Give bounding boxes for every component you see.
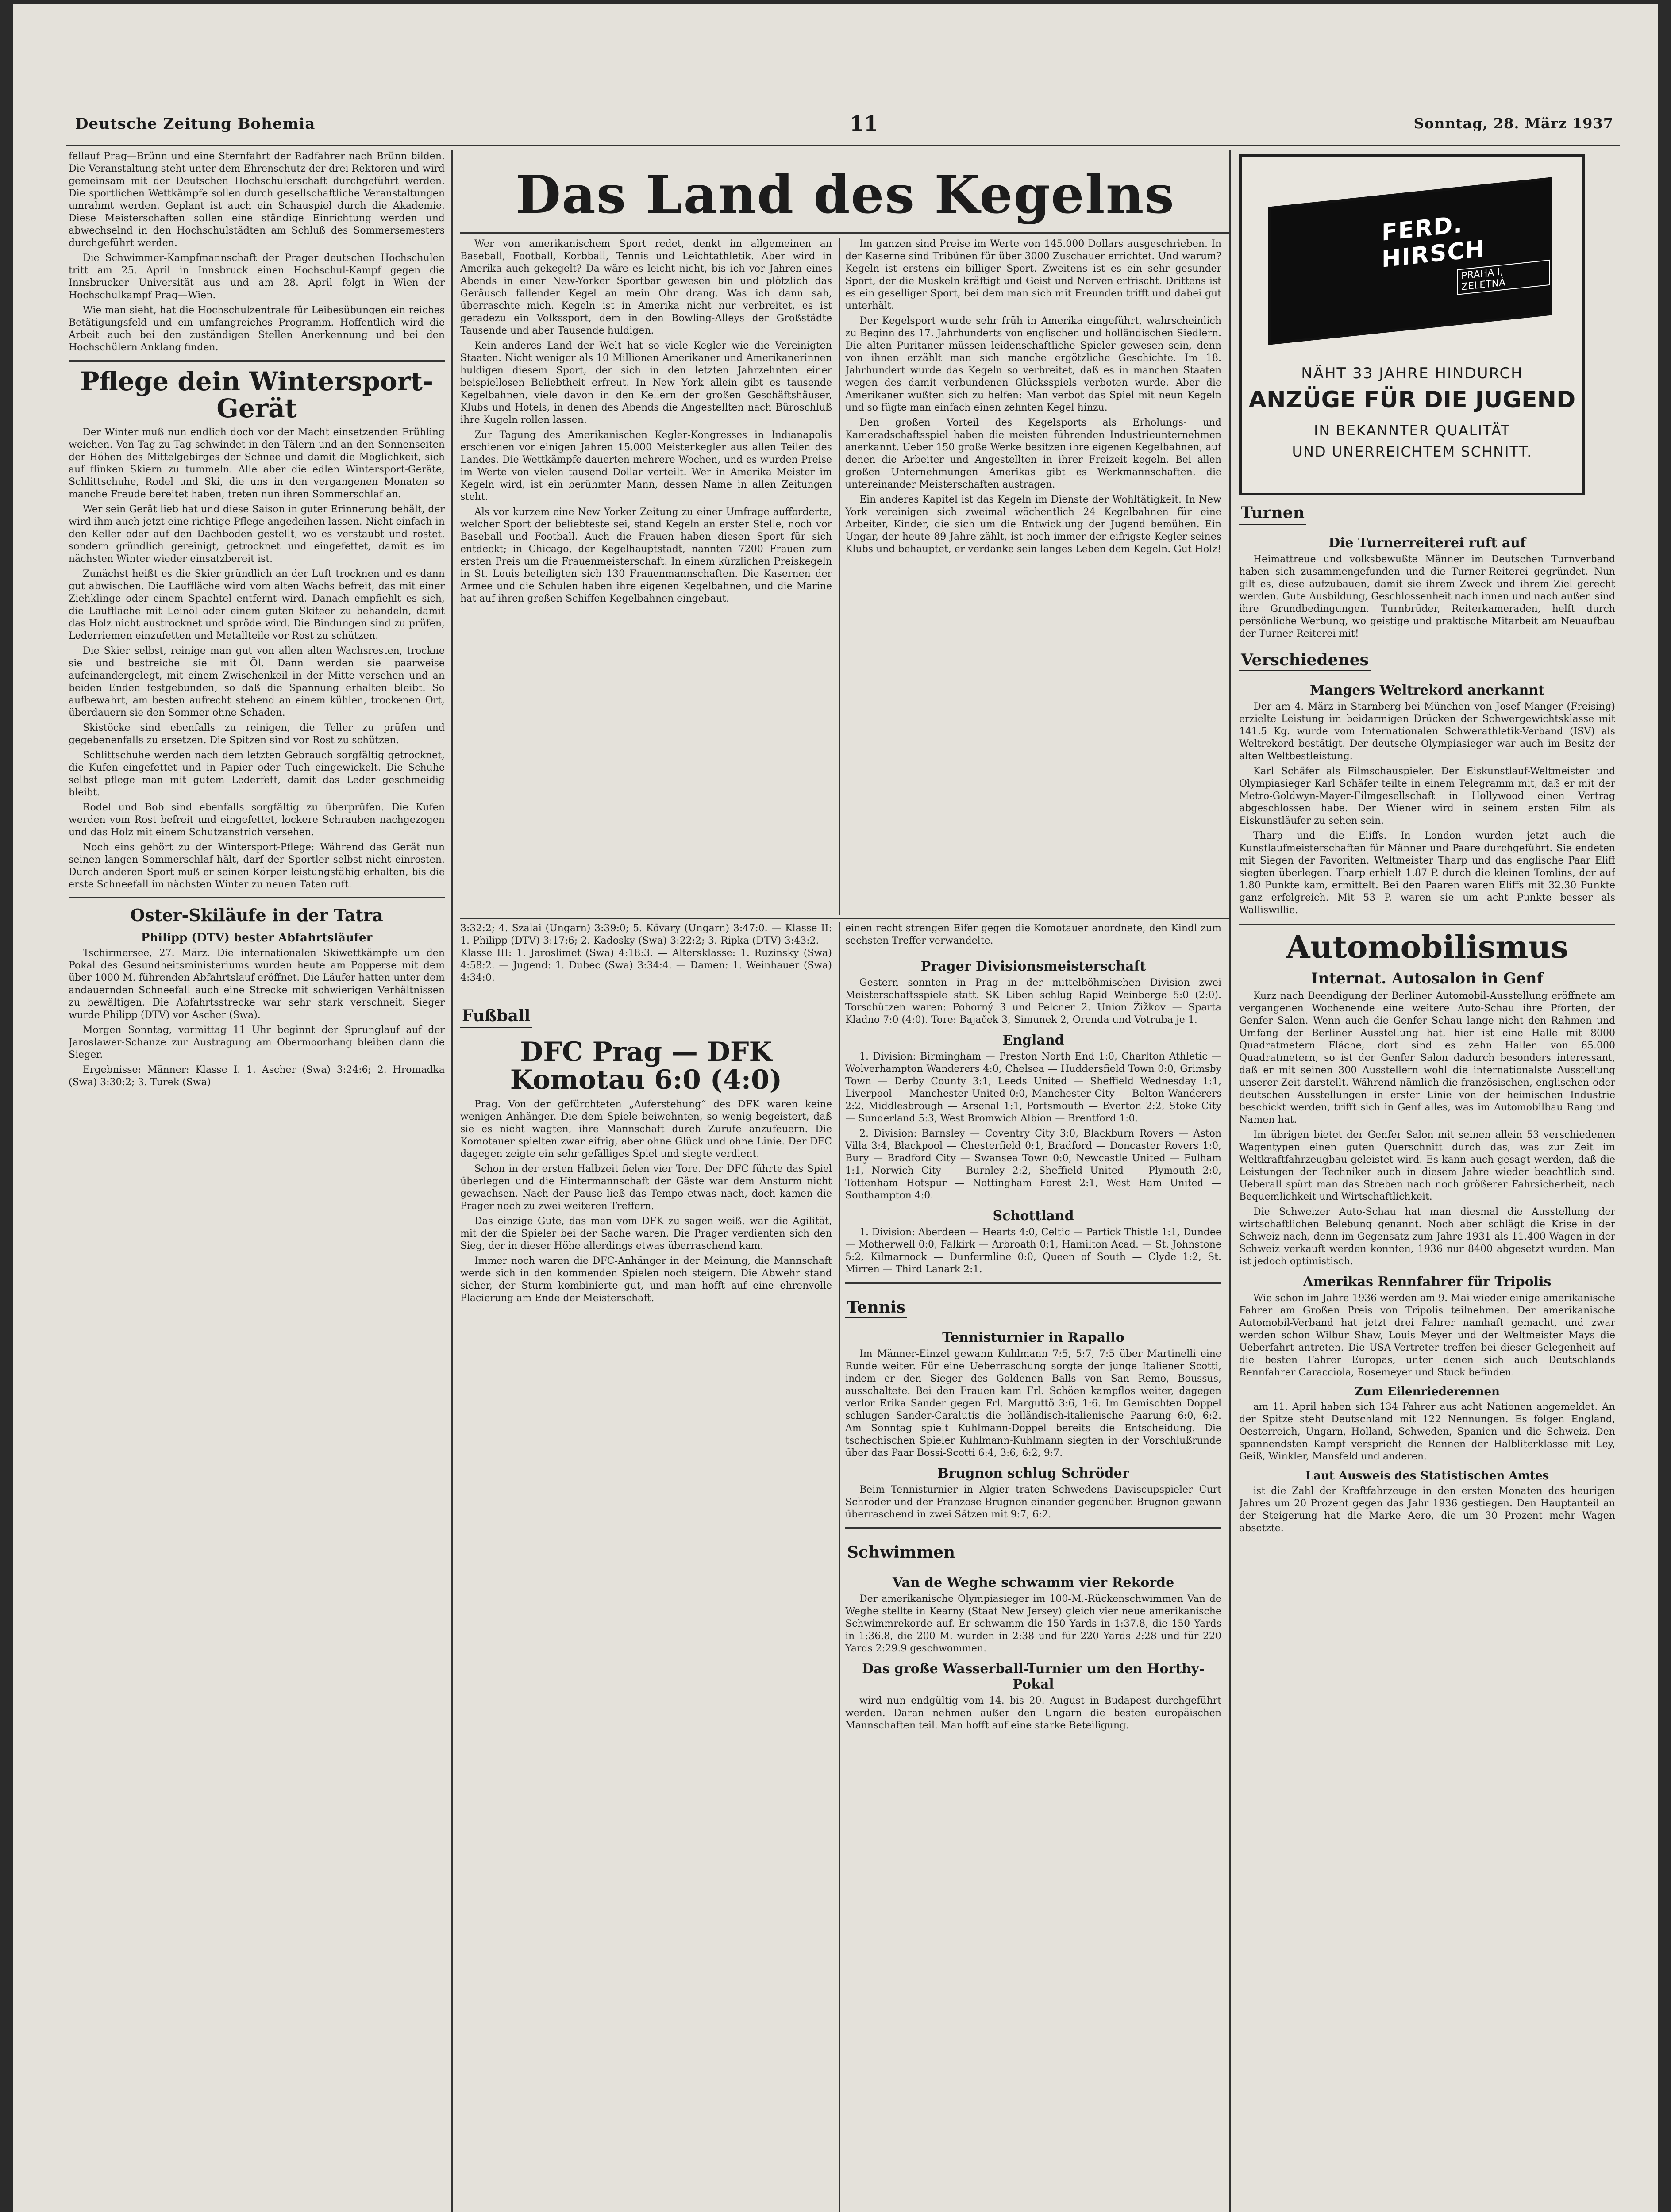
divider: [1239, 923, 1615, 925]
column-3-lower: [845, 922, 1221, 2212]
england-text-2: 2. Division: Barnsley — Coventry City 3:0, Blackburn Rovers — Aston Villa 3:4, Blackpool — Chesterfield 0:1, Bradford — Doncaster Rovers 1:0, Bury — Bradford City — Swansea Town 0:0, Newcastle United — Fulham 1:1, Norwich City — Burnley 2:2, Sheffield United — Plymouth 2:0, Tottenham Hotspur — Nottingham Forest 2:1, West Ham United — Southampton 4:0.: [845, 1128, 1221, 1201]
column-2-lower: [460, 922, 832, 2212]
column-rule: [839, 238, 840, 915]
column-rule: [839, 922, 840, 2212]
eilenrieden-title: Zum Eilenriederennen: [1355, 1385, 1500, 1398]
genf-title: Internat. Autosalon in Genf: [1311, 969, 1544, 987]
hochschul-text-3: Wie man sieht, hat die Hochschulzentrale für Leibesübungen ein reiches Betätigungsfeld und ein umfangreiches Programm. Hoffentlich wird die Arbeit auch bei den zuständigen Stellen Anerkennung und bei den Hochschülern Anklang finden.: [69, 305, 445, 353]
prager-title: Prager Divisionsmeisterschaft: [920, 959, 1146, 974]
scotland-title: Schottland: [993, 1208, 1074, 1224]
tennis-title: Tennisturnier in Rapallo: [942, 1330, 1124, 1345]
wintersport-paragraph: Noch eins gehört zu der Wintersport-Pflege: Während das Gerät nun seinen langen Sommerschlaf hält, darf der Sportler selbst nicht einrosten. Durch anderen Sport muß er seinen Körper leistungsfähig erhalten, bis die erste Schneefall im nächsten Winter zu neuen Taten ruft.: [69, 841, 445, 890]
schwimmen-title: Van de Weghe schwamm vier Rekorde: [892, 1575, 1174, 1590]
fussball-paragraph: Schon in der ersten Halbzeit fielen vier Tore. Der DFC führte das Spiel überlegen und die Hintermannschaft der Gäste war dem Ansturm nicht gewachsen. Nach der Pause ließ das Tempo etwas nach, doch kamen die Prager noch zu zwei weiteren Treffern.: [460, 1164, 832, 1212]
wintersport-paragraph: Wer sein Gerät lieb hat und diese Saison in guter Erinnerung behält, der wird ihm auch jetzt eine richtige Pflege angedeihen lassen. Nicht einfach in den Keller oder auf den Dachboden gestellt, wo es verstaubt und rostet, sondern gründlich gereinigt, getrocknet und eingefettet, damit es im nächsten Winter wieder einsatzbereit ist.: [69, 503, 445, 565]
genf-text-3: Die Schweizer Auto-Schau hat man diesmal die Ausstellung der wirtschaftlichen Belebung genannt. Noch aber schlägt die Krise in der Schweiz nach, denn im Gegensatz zum Jahre 1931 als 11.400 Wagen in der Schweiz verkauft werden konnten, 1936 nur 8400 abgesetzt wurden. Man ist jedoch optimistisch.: [1239, 1206, 1615, 1267]
kegeln-paragraph: Der Kegelsport wurde sehr früh in Amerika eingeführt, wahrscheinlich zu Beginn des 17. Jahrhunderts von englischen und holländischen Siedlern. Die alten Puritaner müssen leidenschaftliche Spieler gewesen sein, denn von ihnen erzählt man sich manche ergötzliche Geschichte. Im 18. Jahrhundert wurde das Kegeln so verbreitet, daß es in manchen Staaten wegen des damit verbundenen Glücksspiels verboten wurde. Aber die Amerikaner wußten sich zu helfen: Man verbot das Spiel mit neun Kegeln und so fügte man einfach einen zehnten Kegel hinzu.: [845, 315, 1221, 413]
wintersport-paragraph: Der Winter muß nun endlich doch vor der Macht einsetzenden Frühling weichen. Von Tag zu Tag schwindet in den Tälern und an den Sonnenseiten der Höhen des Mittelgebirges der Schnee und damit die Möglichkeit, sich auf flinken Skiern zu tummeln. Alle aber die edlen Wintersport-Geräte, Schlittschuhe, Rodel und Ski, die uns in den vergangenen Monaten so manche Freude bereitet haben, treten nun ihren Sommerschlaf an.: [69, 426, 445, 500]
hochschul-text-2: Die Schwimmer-Kampfmannschaft der Prager deutschen Hochschulen tritt am 25. April in Innsbruck einen Hochschul-Kampf gegen die Innsbrucker Universität aus und am 28. April folgt in Wien der Hochschulkampf Prag—Wien.: [69, 253, 445, 301]
divider: [460, 991, 832, 992]
eilenrieden-text: am 11. April haben sich 134 Fahrer aus acht Nationen angemeldet. An der Spitze steht Deutschland mit 122 Nennungen. Es folgen England, Oesterreich, Ungarn, Holland, Schweden, Spanien und die Schweiz. Den spannendsten Kampf verspricht die Rennen der Halbliterklasse mit Ley, Geiß, Winkler, Mansfeld und anderen.: [1239, 1401, 1615, 1462]
england-text: 1. Division: Birmingham — Preston North End 1:0, Charlton Athletic — Wolverhampton Wanderers 4:0, Chelsea — Huddersfield Town 0:0, Grimsby Town — Derby County 3:1, Leeds United — Sheffield Wednesday 1:1, Liverpool — Manchester United 0:0, Manchester City — Bolton Wanderers 2:2, Middlesbrough — Arsenal 1:1, Portsmouth — Everton 2:2, Stoke City — Sunderland 5:3, West Bromwich Albion — Brentford 1:0.: [845, 1051, 1221, 1124]
scotland-text: 1. Division: Aberdeen — Hearts 4:0, Celtic — Partick Thistle 1:1, Dundee — Motherwell 0:0, Falkirk — Arbroath 0:1, Hamilton Acad. — St. Johnstone 5:2, Kilmarnock — Dunfermline 0:0, Queen of South — Clyde 1:2, St. Mirren — Third Lanark 2:1.: [845, 1227, 1221, 1275]
section-fussball: Fußball: [460, 1006, 532, 1028]
masthead-rule: [66, 145, 1620, 146]
kegeln-paragraph: Ein anderes Kapitel ist das Kegeln im Dienste der Wohltätigkeit. In New York vereinigen sich zweimal wöchentlich 24 Kegelbahnen für eine Arbeiter, Kinder, die sich um die Entwicklung der Jugend bemühen. Ein Ungar, der heute 89 Jahre zählt, ist noch immer der eifrigste Kegler seines Klubs und behauptet, er verdanke sein langes Leben dem Kegeln. Gut Holz!: [845, 494, 1221, 555]
issue-date: Sonntag, 28. März 1937: [1413, 115, 1613, 132]
wasserball-text: wird nun endgültig vom 14. bis 20. August in Budapest durchgeführt werden. Daran nehmen außer den Ungarn die besten europäischen Mannschaften teil. Man hofft auf eine starke Beteiligung.: [845, 1695, 1221, 1731]
england-title: England: [1002, 1033, 1064, 1048]
schaefer-text: Karl Schäfer als Filmschauspieler. Der Eiskunstlauf-Weltmeister und Olympiasieger Karl Schäfer teilte in einem Telegramm mit, daß er mit der Metro-Goldwyn-Mayer-Filmgesellschaft in Hollywood einen Vertrag abgeschlossen habe. Der Wiener wird in seinem ersten Film als Eiskunstläufer zu sehen sein.: [1239, 766, 1615, 826]
ad-line-2: ANZÜGE FÜR DIE JUGEND: [1248, 387, 1576, 413]
tatra-results: Ergebnisse: Männer: Klasse I. 1. Ascher (Swa) 3:24:6; 2. Hromadka (Swa) 3:30:2; 3. Turek (Swa): [69, 1064, 445, 1088]
tatra-results-strip: 3:32:2; 4. Szalai (Ungarn) 3:39:0; 5. Kövary (Ungarn) 3:47:0. — Klasse II: 1. Philipp (DTV) 3:17:6; 2. Kadosky (Swa) 3:22:2; 3. Ripka (DTV) 3:43:2. — Klasse III: 1. Jaroslimet (Swa) 4:18:3. — Altersklasse: 1. Ruzinsky (Swa) 4:58:2. — Jugend: 1. Dubec (Swa) 3:34:4. — Damen: 1. Weinhauer (Swa) 4:34:0.: [460, 923, 832, 983]
column-3: [845, 238, 1221, 915]
headline-rule: [460, 232, 1230, 234]
tatra-text: Tschirmersee, 27. März. Die internationalen Skiwettkämpfe um den Pokal des Gesundheitsministeriums wurden heute am Popperse mit dem über 1000 M. führenden Abfahrtslauf eröffnet. Die Läufer hatten unter dem andauernden Schneefall auch eine Strecke mit schwierigen Verhältnissen zu bewältigen. Die Abfahrtsstrecke war sehr stark verschneit. Sieger wurde Philipp (DTV) vor Ascher (Swa).: [69, 947, 445, 1021]
turnen-title: Die Turnerreiterei ruft auf: [1328, 535, 1526, 551]
mangers-text: Der am 4. März in Starnberg bei München von Josef Manger (Freising) erzielte Leistung im beidarmigen Drücken der Schwergewichtsklasse mit 141.5 Kg. wurde vom Internationalen Schwerathletik-Verband (ISV) als Weltrekord bestätigt. Der deutsche Olympiasieger war auch im Besitz der alten Weltbestleistung.: [1239, 701, 1615, 762]
column-1: [69, 150, 445, 2212]
ad-firm: FERD. HIRSCH: [1382, 211, 1486, 273]
brugnon-title: Brugnon schlug Schröder: [937, 1466, 1129, 1481]
ad-line-1: NÄHT 33 JAHRE HINDURCH: [1301, 365, 1523, 382]
wintersport-title: Pflege dein Wintersport-Gerät: [80, 366, 434, 423]
kegeln-paragraph: Zur Tagung des Amerikanischen Kegler-Kongresses in Indianapolis erschienen vor einigen Jahren 15.000 Meisterkegler aus allen Teilen des Landes. Die Wettkämpfe dauerten mehrere Wochen, und es wurden Preise im Werte von vielen tausend Dollar verteilt. Wer in Amerika Meister im Kegeln wird, ist ein berühmter Mann, dessen Name in allen Zeitungen steht.: [460, 430, 832, 503]
ad-line-3: IN BEKANNTER QUALITÄT: [1314, 422, 1510, 439]
fussball-title: DFC Prag — DFK Komotau 6:0 (4:0): [510, 1037, 782, 1095]
section-verschiedenes: Verschiedenes: [1239, 651, 1371, 672]
section-turnen: Turnen: [1239, 503, 1306, 525]
wintersport-paragraph: Die Skier selbst, reinige man gut von allen alten Wachsresten, trockne sie und bestreiche sie mit Öl. Dann werden sie paarweise aufeinandergelegt, mit einem Zwischenkeil in der Mitte versehen und an beiden Enden festgebunden, so daß die Spannung erhalten bleibt. So aufbewahrt, am besten aufrecht stehend an einem kühlen, trockenen Ort, überdauern sie den Sommer ohne Schaden.: [69, 645, 445, 718]
tatra-text-2: Morgen Sonntag, vormittag 11 Uhr beginnt der Sprunglauf auf der Jaroslawer-Schanze zur Austragung am Obermoorhang bleiben dann die Sieger.: [69, 1024, 445, 1060]
automobilismus-title: Automobilismus: [1286, 929, 1568, 965]
paper-name: Deutsche Zeitung Bohemia: [75, 115, 316, 133]
kegeln-paragraph: Als vor kurzem eine New Yorker Zeitung zu einer Umfrage aufforderte, welcher Sport der beliebteste sei, stand Kegeln an erster Stelle, noch vor Baseball und Football. Auch die Frauen haben diesen Sport für sich entdeckt; in Chicago, der Kegelhauptstadt, nannten 7200 Frauen zum ersten Preis um die Frauenmeisterschaft. In einem kürzlichen Preiskegeln in St. Louis beteiligten sich 130 Frauenmannschaften. Die Kasernen der Armee und die Schulen haben ihre eigenen Kegelbahnen, und die Marine hat auf ihren großen Schiffen Kegelbahnen eingebaut.: [460, 507, 832, 604]
store-sign: [1268, 177, 1552, 345]
divider: [845, 1282, 1221, 1284]
fussball-paragraph: Immer noch waren die DFC-Anhänger in der Meinung, die Mannschaft werde sich in den kommenden Spielen noch steigern. Die Abwehr stand sicher, der Sturm kombinierte gut, und man hofft auf eine ehrenvolle Placierung am Ende der Meisterschaft.: [460, 1256, 832, 1304]
tharp-text: Tharp und die Eliffs. In London wurden jetzt auch die Kunstlaufmeisterschaften für Männer und Paare durchgeführt. Sie endeten mit Siegen der Favoriten. Weltmeister Tharp und das englische Paar Eliff siegten überlegen. Tharp erhielt 1.87 P. durch die kleinen Tomlins, der auf 1.80 Punkte kam, ermittelt. Bei den Paaren waren Eliffs mit 32.30 Punkte ganz erfolgreich. Mit 53 P. waren sie um acht Punkte besser als Walliswillie.: [1239, 830, 1615, 916]
section-rule: [460, 918, 1230, 919]
tatra-title: Oster-Skiläufe in der Tatra: [130, 905, 383, 925]
ad-line-4: UND UNERREICHTEM SCHNITT.: [1292, 443, 1532, 460]
wintersport-paragraph: Rodel und Bob sind ebenfalls sorgfältig zu überprüfen. Die Kufen werden vom Rost befreit und eingefettet, lockere Schrauben nachgezogen und das Holz mit einem Schutzanstrich versehen.: [69, 802, 445, 838]
column-rule: [451, 150, 453, 2212]
schwimmen-text: Der amerikanische Olympiasieger im 100-M.-Rückenschwimmen Van de Weghe stellte in Kearny (Staat New Jersey) gleich vier neue amerikanische Schwimmrekorde auf. Er schwamm die 150 Yards in 1:37.8, die 150 Yards in 1:36.8, die 200 M. wurden in 2:38 und für 220 Yards 2:28 und für 220 Yards 2:29.9 geschwommen.: [845, 1594, 1221, 1654]
kegeln-paragraph: Den großen Vorteil des Kegelsports als Erholungs- und Kameradschaftsspiel haben die meisten führenden Industrieunternehmen anerkannt. Ueber 150 große Werke besitzen ihre eigenen Kegelbahnen, auf denen die Arbeiter und Angestellten in ihrer Freizeit kegeln. Bei allen großen Unternehmungen Amerikas gibt es Werkmannschaften, die untereinander Meisterschaften austragen.: [845, 417, 1221, 490]
kegeln-paragraph: Im ganzen sind Preise im Werte von 145.000 Dollars ausgeschrieben. In der Kaserne sind Tribünen für über 3000 Zuschauer errichtet. Und warum? Kegeln ist erstens ein billiger Sport. Zweitens ist es ein sehr gesunder Sport, der die Muskeln kräftigt und Geist und Nerven erfrischt. Drittens ist es ein geselliger Sport, bei dem man sich mit Freunden trifft und dabei gut unterhält.: [845, 238, 1221, 311]
statistik-title: Laut Ausweis des Statistischen Amtes: [1305, 1469, 1549, 1482]
column-4: [1239, 495, 1615, 2212]
fussball-continuation: einen recht strengen Eifer gegen die Komotauer anordnete, den Kindl zum sechsten Treffer verwandelte.: [845, 923, 1221, 946]
wasserball-title: Das große Wasserball-Turnier um den Horthy-Pokal: [862, 1661, 1205, 1692]
main-headline: Das Land des Kegelns: [516, 164, 1175, 225]
statistik-text: ist die Zahl der Kraftfahrzeuge in den ersten Monaten des heurigen Jahres um 20 Prozent gegen das Jahr 1936 gestiegen. Den Hauptanteil an der Steigerung hat die Marke Aero, die um 30 Prozent mehr Wagen absetzte.: [1239, 1485, 1615, 1534]
column-2: [460, 238, 832, 915]
masthead: [66, 105, 1618, 145]
divider: [69, 360, 445, 362]
tennis-text: Im Männer-Einzel gewann Kuhlmann 7:5, 5:7, 7:5 über Martinelli eine Runde weiter. Für eine Ueberraschung sorgte der junge Italiener Scotti, indem er den Sieger des Goldenen Balls von San Remo, Boussus, ausschaltete. Bei den Frauen kam Frl. Schöen kampflos weiter, dagegen verlor Erika Sander gegen Frl. Marguttö 3:6, 1:6. Im Gemischten Doppel schlugen Sander-Caralutis die holländisch-italienische Paarung 6:0, 6:2. Am Sonntag spielt Kuhlmann-Doppel bereits die Entscheidung. Die tschechischen Spieler Kuhlmann-Kuhlmann siegten in der Vorschlußrunde über das Paar Bossi-Scotti 6:4, 3:6, 6:2, 9:7.: [845, 1348, 1221, 1459]
wintersport-paragraph: Schlittschuhe werden nach dem letzten Gebrauch sorgfältig getrocknet, die Kufen eingefettet und in Papier oder Tuch eingewickelt. Die Schuhe selbst pflege man mit gutem Lederfett, damit das Leder geschmeidig bleibt.: [69, 749, 445, 798]
hochschul-text: fellauf Prag—Brünn und eine Sternfahrt der Radfahrer nach Brünn bilden. Die Veranstaltung steht unter dem Ehrenschutz der drei Rektoren und wird gemeinsam mit der Deutschen Hochschülerschaft durchgeführt werden. Die sportlichen Wettkämpfe sollen durch gesellschaftliche Veranstaltungen umrahmt werden. Geplant ist auch ein Schauspiel durch die Akademie. Diese Meisterschaften sollen eine ständige Einrichtung werden und abwechselnd in den Hochschulstädten am Schluß des Sommersemesters durchgeführt werden.: [69, 151, 445, 249]
prager-text: Gestern sonnten in Prag in der mittelböhmischen Division zwei Meisterschaftsspiele statt. SK Liben schlug Rapid Weinberge 5:0 (2:0). Torschützen waren: Pohorný 3 und Pelcner 2. Union Žižkov — Sparta Kladno 7:0 (4:0). Tore: Bajaček 3, Simunek 2, Orenda und Votruba je 1.: [845, 977, 1221, 1025]
ad-address: PRAHA I, ZELETNÁ: [1457, 260, 1550, 295]
advertisement: [1239, 154, 1585, 495]
turnen-text: Heimattreue und volksbewußte Männer im Deutschen Turnverband haben sich zusammengefunden und die Turner-Reiterei gegründet. Nun gilt es, diese aufzubauen, damit sie ihrem Zweck und ihrem Ziel gerecht werden. Gute Ausbildung, Geschlossenheit nach innen und nach außen sind ihre Grundbedingungen. Turnbrüder, Reiterkameraden, helft durch persönliche Werbung, wo geistige und praktische Mitarbeit am Neuaufbau der Turner-Reiterei mit!: [1239, 554, 1615, 639]
page-number: 11: [850, 111, 878, 135]
divider: [69, 897, 445, 899]
divider: [845, 1527, 1221, 1529]
wintersport-paragraph: Skistöcke sind ebenfalls zu reinigen, die Teller zu prüfen und gegebenenfalls zu ersetzen. Die Spitzen sind vor Rost zu schützen.: [69, 722, 445, 746]
fussball-paragraph: Das einzige Gute, das man vom DFK zu sagen weiß, war die Agilität, mit der die Spieler bei der Sache waren. Die Prager verdienten sich den Sieg, der in dieser Höhe allerdings etwas überraschend kam.: [460, 1216, 832, 1252]
kegeln-paragraph: Wer von amerikanischem Sport redet, denkt im allgemeinen an Baseball, Football, Korbball, Tennis und Leichtathletik. Aber wird in Amerika auch gekegelt? Da wäre es leicht nicht, bis ich vor Jahren eines Abends in einer New-Yorker Sportbar gewesen bin und plötzlich das Geräusch fallender Kegel an mein Ohr drang. Was ich dann sah, überraschte mich. Kegeln ist in Amerika nicht nur verbreitet, es ist geradezu ein Volkssport, dem in den Bowling-Alleys der Großstädte Tausende und aber Tausende huldigen.: [460, 238, 832, 336]
brugnon-text: Beim Tennisturnier in Algier traten Schwedens Daviscupspieler Curt Schröder und der Franzose Brugnon einander gegenüber. Brugnon gewann überraschend in zwei Sätzen mit 9:7, 6:2.: [845, 1484, 1221, 1520]
genf-text-2: Im übrigen bietet der Genfer Salon mit seinen allein 53 verschiedenen Wagentypen einen guten Querschnitt durch das, was zur Zeit im Weltkraftfahrzeugbau geleistet wird. Es kann auch gesagt werden, daß die Leistungen der Techniker auch in diesem Jahre wieder beachtlich sind. Ueberall spürt man das Streben nach noch größerer Fahrsicherheit, nach Bequemlichkeit und Wirtschaftlichkeit.: [1239, 1129, 1615, 1202]
mangers-title: Mangers Weltrekord anerkannt: [1309, 683, 1544, 698]
section-tennis: Tennis: [845, 1298, 907, 1319]
newspaper-page: [13, 4, 1658, 2212]
tripolis-text: Wie schon im Jahre 1936 werden am 9. Mai wieder einige amerikanische Fahrer am Großen Preis von Tripolis teilnehmen. Der amerikanische Automobil-Verband hat jetzt drei Fahrer namhaft gemacht, und zwar werden schon Wilbur Shaw, Louis Meyer und der Weltmeister Mays die Ueberfahrt antreten. Die USA-Vertreter treffen bei dieser Gelegenheit auf die besten Fahrer Europas, unter denen sich auch Deutschlands Rennfahrer Caracciola, Rosemeyer und Stuck befinden.: [1239, 1292, 1615, 1378]
kegeln-paragraph: Kein anderes Land der Welt hat so viele Kegler wie die Vereinigten Staaten. Nicht weniger als 10 Millionen Amerikaner und Amerikanerinnen huldigen diesem Sport, der sich in den letzten Jahrzehnten einer beispiellosen Beliebtheit erfreut. In New York allein gibt es tausende Kegelbahnen, viele davon in den Kellern der großen Geschäftshäuser, Klubs und Hotels, in denen des Abends die Angestellten nach Büroschluß ihre Kugeln rollen lassen.: [460, 340, 832, 426]
section-schwimmen: Schwimmen: [845, 1543, 957, 1564]
tripolis-title: Amerikas Rennfahrer für Tripolis: [1303, 1274, 1552, 1290]
wintersport-paragraph: Zunächst heißt es die Skier gründlich an der Luft trocknen und es dann gut abwischen. Die Lauffläche wird vom alten Wachs befreit, das mit einer Ziehklinge oder einem Spachtel entfernt wird. Danach empfiehlt es sich, die Lauffläche mit Leinöl oder einem guten Skiteer zu behandeln, damit das Holz nicht austrocknet und spröde wird. Die Bindungen sind zu prüfen, Lederriemen einzufetten und Metallteile vor Rost zu schützen.: [69, 568, 445, 641]
fussball-paragraph: Prag. Von der gefürchteten „Auferstehung“ des DFK waren keine wenigen Anhänger. Die dem Spiele beiwohnten, so wenig begeistert, daß sie es nicht wagten, ihre Mannschaft durch Zurufe anzufeuern. Die Komotauer spielten zwar eifrig, aber ohne Glück und ohne Linie. Der DFC dagegen zeigte ein sehr gefälliges Spiel und siegte verdient.: [460, 1099, 832, 1160]
tatra-subtitle: Philipp (DTV) bester Abfahrtsläufer: [141, 931, 373, 945]
column-rule: [1229, 150, 1231, 2212]
genf-text: Kurz nach Beendigung der Berliner Automobil-Ausstellung eröffnete am vergangenen Wochenende eine weitere Auto-Schau ihre Pforten, der Genfer Salon. Wenn auch die Genfer Schau lange nicht den Rahmen und Umfang der Berliner Ausstellung hat, hier ist eine Halle mit 8000 Quadratmetern Fläche, dort sind es zehn Hallen von 65.000 Quadratmetern, so ist der Genfer Salon dadurch besonders interessant, daß er mit seinen 300 Ausstellern wohl die internationalste Ausstellung unserer Zeit darstellt. Während nämlich die französischen, englischen oder deutschen Ausstellungen in erster Linie von der heimischen Industrie beschickt werden, trifft sich in Genf alles, was im Automobilbau Rang und Namen hat.: [1239, 990, 1615, 1125]
